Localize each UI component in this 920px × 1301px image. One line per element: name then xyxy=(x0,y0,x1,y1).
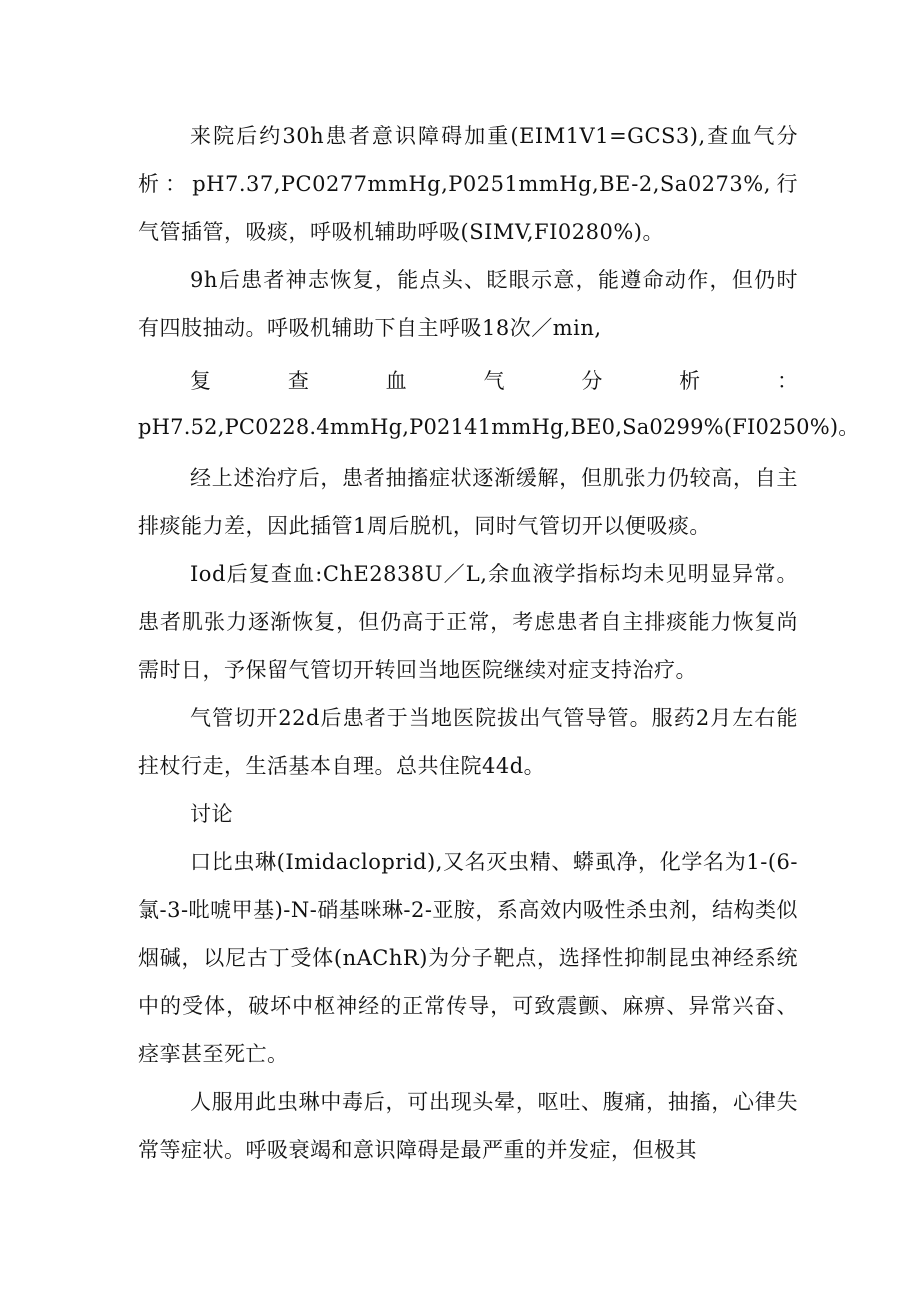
spread-char: 血 xyxy=(385,369,407,393)
spread-char: 查 xyxy=(287,369,309,393)
paragraph-treatment-progress: 经上述治疗后，患者抽搐症状逐渐缓解，但肌张力仍较高，自主排痰能力差，因此插管1周后脱机，同时气管切开以便吸痰。 xyxy=(138,466,798,538)
spread-char: 气 xyxy=(483,369,505,393)
paragraph-recheck-values: pH7.52,PC0228.4mmHg,P02141mmHg,BE0,Sa0299%(FI0250%)。 xyxy=(138,415,860,439)
paragraph-consciousness-recovery: 9h后患者神志恢复，能点头、眨眼示意，能遵命动作，但仍时有四肢抽动。呼吸机辅助下自主呼吸18次／min, xyxy=(138,268,798,340)
spread-char: ： xyxy=(776,369,798,393)
spread-char: 析 xyxy=(679,369,701,393)
spread-char: 复 xyxy=(190,369,211,393)
paragraph-discharge: 气管切开22d后患者于当地医院拔出气管导管。服药2月左右能拄杖行走，生活基本自理。总共住院44d。 xyxy=(138,706,798,778)
paragraph-followup-tests: Iod后复查血:ChE2838U／L,余血液学指标均未见明显异常。患者肌张力逐渐恢复，但仍高于正常，考虑患者自主排痰能力恢复尚需时日，予保留气管切开转回当地医院继续对症支持治疗。 xyxy=(138,562,798,682)
spread-char: 分 xyxy=(581,369,603,393)
paragraph-imidacloprid-intro: 口比虫琳(Imidacloprid),又名灭虫精、蟒虱净，化学名为1-(6-氯-3-吡唬甲基)-N-硝基咪琳-2-亚胺，系高效内吸性杀虫剂，结构类似烟碱，以尼古丁受体(nAChR)为分子靶点，选择性抑制昆虫神经系统中的受体，破坏中枢神经的正常传导，可致震颤、麻痹、异常兴奋、痉挛甚至死亡。 xyxy=(138,850,798,1066)
paragraph-poisoning-symptoms: 人服用此虫琳中毒后，可出现头晕，呕吐、腹痛，抽搐，心律失常等症状。呼吸衰竭和意识障碍是最严重的并发症，但极其 xyxy=(138,1090,798,1162)
paragraph-recheck-label xyxy=(190,356,798,404)
paragraph-blood-gas-intubation: 来院后约30h患者意识障碍加重(EIM1V1=GCS3),查血气分析：pH7.37,PC0277mmHg,P0251mmHg,BE-2,Sa0273%,行气管插管，吸痰，呼吸机辅助呼吸(SIMV,FI0280%)。 xyxy=(138,124,798,244)
section-heading-discussion: 讨论 xyxy=(190,802,233,826)
